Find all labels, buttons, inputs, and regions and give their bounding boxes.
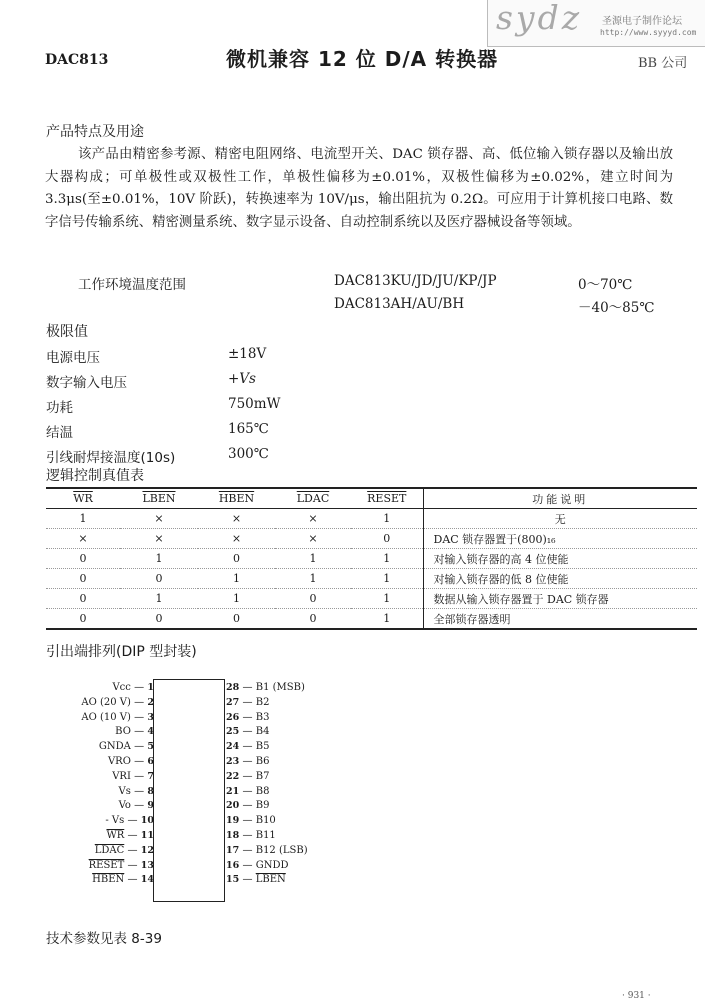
table-cell: 0 xyxy=(46,569,120,589)
pin-name: AO (20 V) xyxy=(81,696,131,708)
table-cell: 1 xyxy=(275,569,351,589)
table-cell: × xyxy=(46,529,120,549)
limits-heading: 极限值 xyxy=(46,324,88,340)
pin-lead: — xyxy=(242,874,256,886)
table-cell: 0 xyxy=(275,609,351,630)
pin-lead: — xyxy=(242,756,256,767)
pin-name: B11 xyxy=(255,830,276,841)
pin-name: B7 xyxy=(255,770,270,782)
table-cell: 0 xyxy=(120,609,198,630)
limit-value: 750mW xyxy=(228,396,281,412)
pin-note: (LSB) xyxy=(275,844,308,856)
pin-number: 17 xyxy=(226,844,243,856)
truth-table-heading: 逻辑控制真值表 xyxy=(46,468,144,484)
table-cell: DAC 锁存器置于(800)₁₆ xyxy=(423,529,697,549)
pin-name: B2 xyxy=(255,696,270,708)
pin-number: 11 xyxy=(137,830,154,841)
pin-lead: — xyxy=(124,815,138,827)
pin-lead: — xyxy=(130,682,145,693)
pin-number: 28 xyxy=(226,682,243,693)
manufacturer: BB 公司 xyxy=(638,56,688,71)
pin-lead: — xyxy=(242,741,256,753)
table-cell: 1 xyxy=(351,509,423,529)
pin-name: B10 xyxy=(255,815,276,827)
column-header: HBEN xyxy=(198,488,275,509)
table-cell: 对输入锁存器的低 8 位使能 xyxy=(423,569,697,589)
column-header: LBEN xyxy=(120,488,198,509)
limit-value: 165℃ xyxy=(228,421,269,437)
pin-lead: — xyxy=(242,770,256,782)
pin-number: 2 xyxy=(144,696,154,708)
temp-range-label: 工作环境温度范围 xyxy=(78,277,186,293)
table-cell: 0 xyxy=(351,529,423,549)
pin-lead: — xyxy=(130,726,145,738)
pin-number: 23 xyxy=(226,756,243,767)
pin-name: $\overline{WR}$ xyxy=(106,830,125,841)
pin-lead: — xyxy=(130,696,145,708)
pin-right-row xyxy=(226,726,269,737)
pin-number: 1 xyxy=(144,682,154,693)
pin-name: LBEN xyxy=(255,874,286,886)
pin-lead: — xyxy=(242,711,256,723)
pin-left-row xyxy=(44,756,154,767)
features-paragraph: 该产品由精密参考源、精密电阻网络、电流型开关、DAC 锁存器、高、低位输入锁存器以及输出放大器构成；可单极性或双极性工作，单极性偏移为±0.01%，双极性偏移为±0.02%，建立时间为 3.3μs(至±0.01%，10V 阶跃)，转换速率为 10V/μs，输出阻抗为 0.2Ω。可应用于计算机接口电路、数字信号传输系统、精密测量系统、数字显示设备、自动控制系统以及医疗器械设备等领域。 xyxy=(45,147,673,230)
table-row xyxy=(46,509,697,529)
table-cell: 1 xyxy=(120,589,198,609)
pin-lead: — xyxy=(130,711,145,723)
table-cell: 1 xyxy=(198,589,275,609)
pin-number: 27 xyxy=(226,696,243,708)
pin-lead: — xyxy=(124,830,138,841)
pin-lead: — xyxy=(124,859,138,871)
table-cell: 1 xyxy=(275,549,351,569)
watermark xyxy=(487,0,705,47)
pin-number: 8 xyxy=(144,785,154,797)
pin-left-row xyxy=(44,712,154,723)
pin-name: HBEN xyxy=(92,874,125,886)
pin-left-row xyxy=(44,786,154,797)
pin-number: 5 xyxy=(144,741,154,753)
table-cell: 全部锁存器透明 xyxy=(423,609,697,630)
temp-models-1: DAC813KU/JD/JU/KP/JP xyxy=(334,273,497,289)
watermark-name: 圣源电子制作论坛 xyxy=(602,16,682,27)
pin-number: 16 xyxy=(226,859,243,871)
pin-number: 18 xyxy=(226,830,243,841)
pin-lead: — xyxy=(242,844,256,856)
pin-right-row xyxy=(226,771,269,782)
pin-left-row xyxy=(44,830,154,841)
table-cell: 无 xyxy=(423,509,697,529)
limit-label: 数字输入电压 xyxy=(46,375,127,391)
table-cell: 0 xyxy=(46,589,120,609)
pin-right-row xyxy=(226,860,289,871)
pin-number: 15 xyxy=(226,874,243,886)
pin-lead: — xyxy=(242,785,256,797)
pin-name: RESET xyxy=(88,859,125,871)
table-cell: 1 xyxy=(351,569,423,589)
table-row xyxy=(46,569,697,589)
pin-name: B3 xyxy=(255,711,270,723)
table-cell: 1 xyxy=(198,569,275,589)
pin-lead: — xyxy=(242,682,256,693)
pin-right-row xyxy=(226,830,276,841)
table-cell: 1 xyxy=(351,609,423,630)
page-title: 微机兼容 12 位 D/A 转换器 xyxy=(226,47,499,71)
pin-name: B8 xyxy=(255,785,270,797)
pin-name: LDAC xyxy=(94,844,125,856)
pin-name: Vo xyxy=(118,800,131,812)
pin-right-row xyxy=(226,697,269,708)
table-cell: 0 xyxy=(46,549,120,569)
pin-name: B12 xyxy=(255,844,276,856)
pin-right-row xyxy=(226,786,269,797)
pin-lead: — xyxy=(130,770,145,782)
column-header: 功能说明 xyxy=(423,488,697,509)
watermark-logo: sydz xyxy=(496,0,583,37)
pin-name: VRI xyxy=(112,770,131,782)
table-header-row xyxy=(46,488,697,509)
table-cell: × xyxy=(275,509,351,529)
pin-number: 26 xyxy=(226,711,243,723)
pin-left-row xyxy=(44,874,154,885)
pin-name: Vcc xyxy=(112,682,131,693)
pin-name: GNDA xyxy=(98,741,131,753)
pin-right-row xyxy=(226,845,308,856)
pin-left-row xyxy=(44,860,154,871)
column-header: $\overline{WR}$ xyxy=(46,488,120,509)
truth-table xyxy=(46,487,697,630)
table-cell: 0 xyxy=(198,549,275,569)
pin-right-row xyxy=(226,712,269,723)
pin-right-row xyxy=(226,756,269,767)
model-number: DAC813 xyxy=(45,52,109,68)
pin-right-row xyxy=(226,682,305,693)
table-cell: 0 xyxy=(198,609,275,630)
pin-lead: — xyxy=(242,800,256,812)
pinout-heading: 引出端排列(DIP 型封装) xyxy=(46,644,197,660)
reference-note: 技术参数见表 8-39 xyxy=(46,931,162,947)
table-row xyxy=(46,529,697,549)
pin-name: AO (10 V) xyxy=(81,711,131,723)
pin-lead: — xyxy=(242,696,256,708)
pin-name: B4 xyxy=(255,726,270,738)
table-cell: 数据从输入锁存器置于 DAC 锁存器 xyxy=(423,589,697,609)
table-row xyxy=(46,549,697,569)
pin-left-row xyxy=(44,726,154,737)
limit-label: 功耗 xyxy=(46,400,73,416)
pin-number: 4 xyxy=(144,726,154,738)
pin-lead: — xyxy=(130,785,145,797)
pin-number: 22 xyxy=(226,770,243,782)
pin-number: 10 xyxy=(137,815,154,827)
temp-range-1: 0～70℃ xyxy=(578,277,633,293)
pin-note: (MSB) xyxy=(269,682,305,693)
pin-left-row xyxy=(44,845,154,856)
pin-lead: — xyxy=(242,859,256,871)
pin-number: 20 xyxy=(226,800,243,812)
pin-name: Vs xyxy=(118,785,131,797)
pin-lead: — xyxy=(130,800,145,812)
pin-number: 14 xyxy=(137,874,154,886)
pin-left-row xyxy=(44,697,154,708)
pin-left-row xyxy=(44,815,154,826)
pin-left-row xyxy=(44,682,154,693)
pin-name: GNDD xyxy=(255,859,289,871)
limit-label: 结温 xyxy=(46,425,73,441)
pin-number: 7 xyxy=(144,770,154,782)
pin-left-row xyxy=(44,771,154,782)
table-cell: × xyxy=(275,529,351,549)
limit-label: 电源电压 xyxy=(46,350,100,366)
table-cell: 1 xyxy=(120,549,198,569)
pin-lead: — xyxy=(130,741,145,753)
pin-right-row xyxy=(226,815,276,826)
table-cell: × xyxy=(120,509,198,529)
pin-left-row xyxy=(44,741,154,752)
pin-left-row xyxy=(44,800,154,811)
features-heading: 产品特点及用途 xyxy=(46,124,144,140)
pin-number: 21 xyxy=(226,785,243,797)
pin-right-row xyxy=(226,800,269,811)
pin-name: B9 xyxy=(255,800,270,812)
pin-lead: — xyxy=(124,844,138,856)
pin-name: B6 xyxy=(255,756,270,767)
pin-name: B5 xyxy=(255,741,270,753)
limit-label: 引线耐焊接温度(10s) xyxy=(46,450,176,466)
table-cell: 0 xyxy=(46,609,120,630)
pin-lead: — xyxy=(242,830,256,841)
pin-lead: — xyxy=(242,726,256,738)
table-cell: × xyxy=(198,509,275,529)
pin-lead: — xyxy=(124,874,138,886)
table-cell: 对输入锁存器的高 4 位使能 xyxy=(423,549,697,569)
table-cell: × xyxy=(198,529,275,549)
limit-value: +Vs xyxy=(228,371,256,387)
pin-number: 3 xyxy=(144,711,154,723)
pin-number: 9 xyxy=(144,800,154,812)
limit-value: 300℃ xyxy=(228,446,269,462)
pin-lead: — xyxy=(242,815,256,827)
pin-number: 24 xyxy=(226,741,243,753)
table-cell: 1 xyxy=(351,589,423,609)
dip-package-outline xyxy=(153,679,225,902)
watermark-url: http://www.syyyd.com xyxy=(600,28,697,37)
temp-models-2: DAC813AH/AU/BH xyxy=(334,296,465,312)
table-cell: 0 xyxy=(120,569,198,589)
pin-name: VRO xyxy=(107,756,131,767)
pin-right-row xyxy=(226,741,269,752)
pin-number: 25 xyxy=(226,726,243,738)
table-cell: 1 xyxy=(351,549,423,569)
column-header: LDAC xyxy=(275,488,351,509)
pin-name: B1 xyxy=(255,682,270,693)
limit-value: ±18V xyxy=(228,346,267,362)
pin-number: 19 xyxy=(226,815,243,827)
table-row xyxy=(46,589,697,609)
pin-number: 13 xyxy=(137,859,154,871)
table-cell: × xyxy=(120,529,198,549)
table-cell: 0 xyxy=(275,589,351,609)
table-cell: 1 xyxy=(46,509,120,529)
pin-name: BO xyxy=(115,726,131,738)
pin-name: - Vs xyxy=(105,815,125,827)
pin-right-row xyxy=(226,874,286,885)
temp-range-2: －40～85℃ xyxy=(578,300,655,316)
pin-number: 12 xyxy=(137,844,154,856)
page-number: · 931 · xyxy=(622,991,651,1001)
pin-number: 6 xyxy=(144,756,154,767)
table-row xyxy=(46,609,697,630)
column-header: RESET xyxy=(351,488,423,509)
pin-lead: — xyxy=(130,756,145,767)
